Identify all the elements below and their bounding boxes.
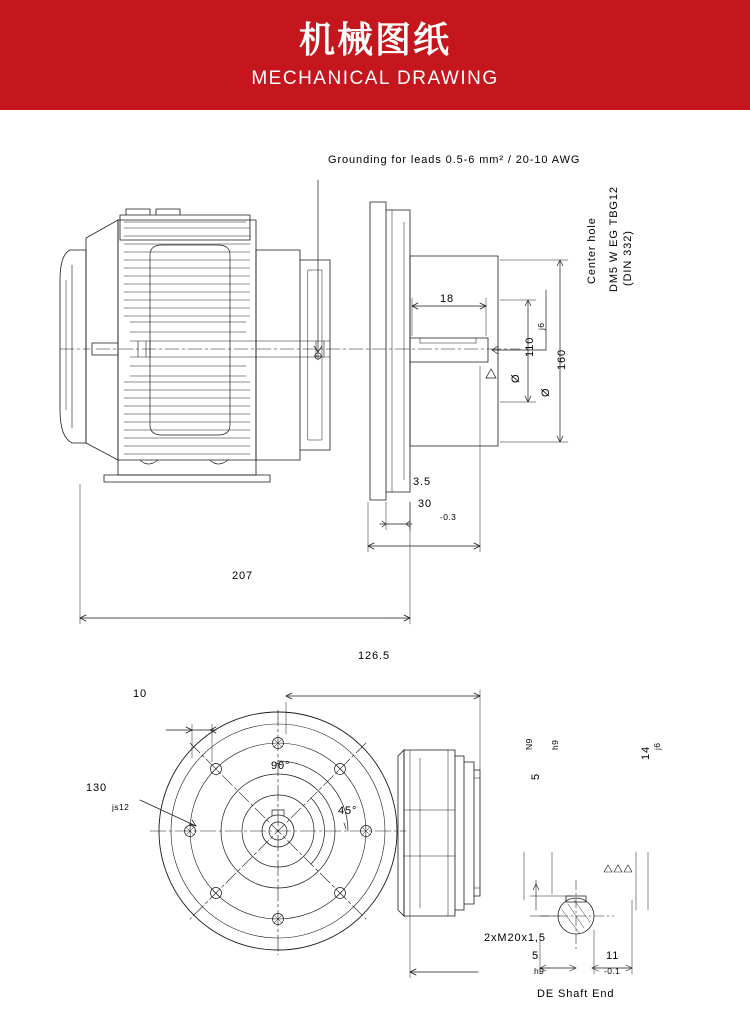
shaft-dia-tol: j6 [652,742,662,750]
mechanical-drawing-area [0,110,750,1014]
dim-130-leader [140,800,196,826]
dim-207 [80,484,410,624]
dim-label-shaft-length: 18 [440,293,455,305]
terminal-box-detail [314,352,322,360]
shaft-key-tol-h9: h9 [550,739,560,750]
dim-label-flange-step: 30 [418,498,433,510]
dim-label-width-total: 126.5 [358,650,391,662]
dim-label-pilot-dia: 110 [524,336,536,357]
dia-symbol-od: Ø [540,387,552,397]
shaft-end-detail [524,852,648,974]
grounding-leader [314,180,322,352]
dim-label-overall-length: 207 [232,570,254,582]
dim-10 [166,724,216,762]
dim-label-edge-offset: 10 [133,688,148,700]
dim-label-angle-90: 90° [271,760,291,772]
note-grounding: Grounding for leads 0.5-6 mm² / 20-10 AWG [328,154,581,166]
dim-label-flange-od: 160 [556,348,568,370]
note-center-hole-standard: (DIN 332) [622,230,634,286]
shaft-key-height-tol: -0.1 [604,966,621,976]
page-banner [0,0,750,110]
dim-label-pilot-tol: j6 [536,322,546,330]
dim-126-5 [286,690,480,770]
dim-label-conduit-thread: 2xM20x1,5 [484,932,546,944]
note-center-hole: Center hole [586,217,598,284]
shaft-key-depth-tol: h9 [534,966,545,976]
note-center-hole-spec: DM5 W EG TBG12 [608,186,620,292]
dim-label-bolt-circle: 130 [86,782,108,794]
drive-end-shaft [410,338,488,362]
dim-label-bolt-circle-tol: js12 [112,802,130,812]
banner-title-english: MECHANICAL DRAWING [251,68,499,89]
mounting-flange [370,202,498,500]
shaft-detail-title: DE Shaft End [537,988,615,1000]
motor-body-bottom-view [398,750,480,916]
conduit-leader [410,916,478,978]
dim-3-5 [380,502,412,530]
dim-label-flange-thickness: 3.5 [413,476,431,488]
shaft-dia: 14 [640,745,652,760]
technical-drawing-svg [0,110,750,1014]
dia-symbol-pilot: Ø [510,373,522,383]
motor-fan-cover [60,220,118,460]
dim-label-flange-step-tol: -0.3 [440,512,457,522]
motor-feet [104,460,270,482]
banner-title-chinese: 机械图纸 [298,19,451,60]
motor-terminal-box [120,209,250,240]
dim-label-angle-45: 45° [338,805,358,817]
shaft-key-tol-n9: N9 [524,738,534,750]
motor-nameplate-area [150,245,230,435]
motor-frame [118,220,256,460]
surface-finish-symbol [486,369,496,378]
drive-end-housing [256,250,330,460]
shaft-key-height: 11 [606,950,620,962]
shaft-key-width: 5 [530,772,542,780]
shaft-key-depth: 5 [532,950,540,962]
